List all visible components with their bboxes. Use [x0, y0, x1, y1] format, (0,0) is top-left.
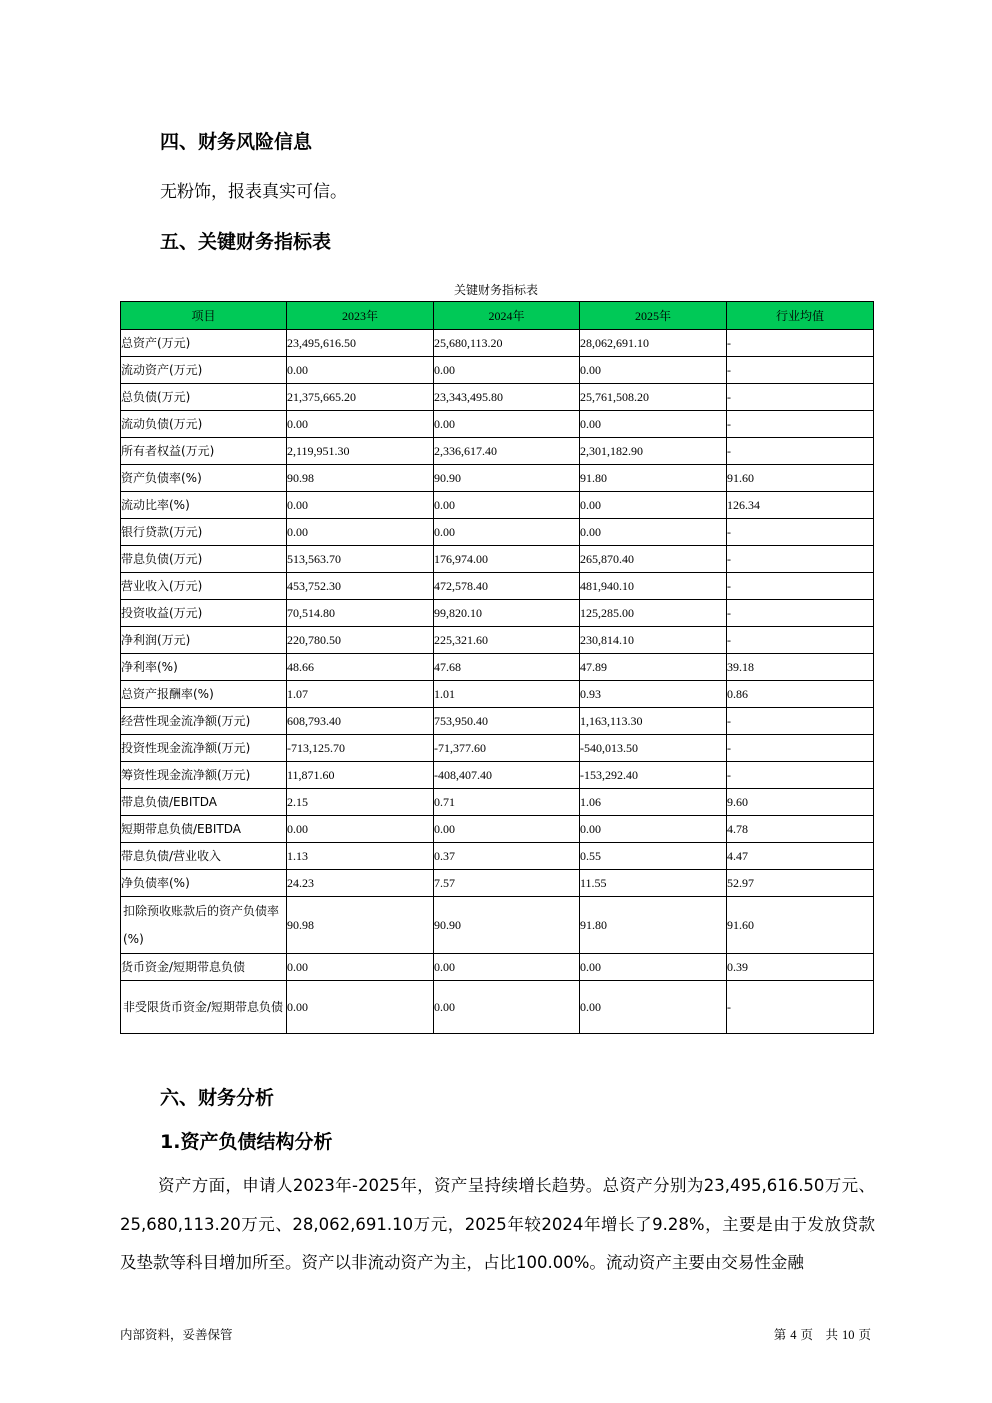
- cell-value: 91.60: [727, 465, 874, 492]
- table-row: [121, 519, 874, 546]
- cell-value: 28,062,691.10: [580, 330, 727, 357]
- cell-value: 265,870.40: [580, 546, 727, 573]
- cell-value: 25,761,508.20: [580, 384, 727, 411]
- cell-value: 0.00: [287, 411, 434, 438]
- cell-value: -: [727, 573, 874, 600]
- analysis-paragraph: 资产方面，申请人2023年-2025年，资产呈持续增长趋势。总资产分别为23,495,616.50万元、25,680,113.20万元、28,062,691.10万元，2025年较2024年增长了9.28%，主要是由于发放贷款及垫款等科目增加所至。资产以非流动资产为主，占比100.00%。流动资产主要由交易性金融: [120, 1176, 875, 1272]
- row-label: 投资性现金流净额(万元): [121, 735, 287, 762]
- cell-value: 0.00: [580, 816, 727, 843]
- cell-value: 1,163,113.30: [580, 708, 727, 735]
- cell-value: 0.00: [580, 357, 727, 384]
- row-label: 总负债(万元): [121, 384, 287, 411]
- table-row: [121, 330, 874, 357]
- cell-value: 1.07: [287, 681, 434, 708]
- cell-value: 23,343,495.80: [434, 384, 580, 411]
- cell-value: 90.98: [287, 897, 434, 954]
- cell-value: 1.06: [580, 789, 727, 816]
- cell-value: 472,578.40: [434, 573, 580, 600]
- page-mid: 页 共: [800, 1327, 839, 1342]
- cell-value: -713,125.70: [287, 735, 434, 762]
- table-row: [121, 573, 874, 600]
- column-header-item: 项目: [121, 302, 287, 330]
- cell-value: 230,814.10: [580, 627, 727, 654]
- table-row: [121, 762, 874, 789]
- cell-value: -71,377.60: [434, 735, 580, 762]
- cell-value: 48.66: [287, 654, 434, 681]
- row-label: 所有者权益(万元): [121, 438, 287, 465]
- table-row: [121, 870, 874, 897]
- row-label: 净负债率(%): [121, 870, 287, 897]
- column-header-2024: 2024年: [434, 302, 580, 330]
- cell-value: 11,871.60: [287, 762, 434, 789]
- cell-value: 39.18: [727, 654, 874, 681]
- table-row: [121, 438, 874, 465]
- table-row: [121, 816, 874, 843]
- table-row: [121, 546, 874, 573]
- cell-value: 99,820.10: [434, 600, 580, 627]
- cell-value: -: [727, 600, 874, 627]
- table-row: [121, 492, 874, 519]
- row-label: 带息负债/营业收入: [121, 843, 287, 870]
- table-row: [121, 411, 874, 438]
- cell-value: 0.00: [434, 492, 580, 519]
- cell-value: 0.00: [434, 357, 580, 384]
- cell-value: 4.47: [727, 843, 874, 870]
- cell-value: 0.71: [434, 789, 580, 816]
- cell-value: 0.00: [287, 816, 434, 843]
- cell-value: 0.00: [434, 981, 580, 1034]
- row-label: 经营性现金流净额(万元): [121, 708, 287, 735]
- table-caption: 关键财务指标表: [453, 283, 538, 297]
- row-label: 总资产(万元): [121, 330, 287, 357]
- page-suffix: 页: [858, 1327, 871, 1342]
- key-financial-indicators-table: [120, 301, 874, 1034]
- cell-value: 91.80: [580, 465, 727, 492]
- row-label: 银行贷款(万元): [121, 519, 287, 546]
- cell-value: -: [727, 546, 874, 573]
- row-label: 投资收益(万元): [121, 600, 287, 627]
- cell-value: 0.00: [287, 492, 434, 519]
- cell-value: -: [727, 519, 874, 546]
- cell-value: -: [727, 330, 874, 357]
- cell-value: 7.57: [434, 870, 580, 897]
- row-label: 流动比率(%): [121, 492, 287, 519]
- table-row: [121, 465, 874, 492]
- table-row: [121, 981, 874, 1034]
- table-row: [121, 384, 874, 411]
- row-label: 净利润(万元): [121, 627, 287, 654]
- row-label: 总资产报酬率(%): [121, 681, 287, 708]
- cell-value: -: [727, 438, 874, 465]
- cell-value: 23,495,616.50: [287, 330, 434, 357]
- cell-value: 2.15: [287, 789, 434, 816]
- cell-value: 47.89: [580, 654, 727, 681]
- row-label: 净利率(%): [121, 654, 287, 681]
- table-row: [121, 681, 874, 708]
- cell-value: -408,407.40: [434, 762, 580, 789]
- section-heading-key-indicators: 五、关键财务指标表: [160, 231, 332, 253]
- cell-value: 11.55: [580, 870, 727, 897]
- table-row: [121, 654, 874, 681]
- cell-value: 2,336,617.40: [434, 438, 580, 465]
- cell-value: 0.86: [727, 681, 874, 708]
- cell-value: 0.00: [434, 519, 580, 546]
- row-label: 筹资性现金流净额(万元): [121, 762, 287, 789]
- cell-value: 9.60: [727, 789, 874, 816]
- cell-value: 0.93: [580, 681, 727, 708]
- cell-value: 220,780.50: [287, 627, 434, 654]
- cell-value: -540,013.50: [580, 735, 727, 762]
- cell-value: 4.78: [727, 816, 874, 843]
- cell-value: -: [727, 708, 874, 735]
- cell-value: 47.68: [434, 654, 580, 681]
- cell-value: 2,301,182.90: [580, 438, 727, 465]
- cell-value: 0.00: [580, 492, 727, 519]
- row-label: 营业收入(万元): [121, 573, 287, 600]
- cell-value: 21,375,665.20: [287, 384, 434, 411]
- cell-value: 481,940.10: [580, 573, 727, 600]
- cell-value: 0.39: [727, 954, 874, 981]
- table-row: [121, 708, 874, 735]
- cell-value: -: [727, 357, 874, 384]
- page-current: 4: [790, 1328, 797, 1342]
- table-row: [121, 600, 874, 627]
- cell-value: 1.01: [434, 681, 580, 708]
- cell-value: 90.90: [434, 465, 580, 492]
- cell-value: -: [727, 762, 874, 789]
- column-header-industry-average: 行业均值: [727, 302, 874, 330]
- cell-value: 0.00: [287, 357, 434, 384]
- cell-value: -: [727, 627, 874, 654]
- cell-value: 0.37: [434, 843, 580, 870]
- cell-value: -: [727, 411, 874, 438]
- cell-value: 2,119,951.30: [287, 438, 434, 465]
- column-header-2023: 2023年: [287, 302, 434, 330]
- cell-value: 0.00: [580, 981, 727, 1034]
- row-label: 资产负债率(%): [121, 465, 287, 492]
- row-label: 带息负债/EBITDA: [121, 789, 287, 816]
- cell-value: 24.23: [287, 870, 434, 897]
- subheading-asset-liability-structure: 1.资产负债结构分析: [160, 1131, 333, 1153]
- row-label: 流动负债(万元): [121, 411, 287, 438]
- cell-value: -: [727, 735, 874, 762]
- row-label: 货币资金/短期带息负债: [121, 954, 287, 981]
- cell-value: 225,321.60: [434, 627, 580, 654]
- cell-value: 0.00: [580, 954, 727, 981]
- cell-value: 0.00: [287, 519, 434, 546]
- table-row: [121, 897, 874, 954]
- cell-value: 0.00: [434, 954, 580, 981]
- cell-value: 0.55: [580, 843, 727, 870]
- cell-value: 453,752.30: [287, 573, 434, 600]
- table-row: [121, 843, 874, 870]
- cell-value: 25,680,113.20: [434, 330, 580, 357]
- cell-value: 91.80: [580, 897, 727, 954]
- cell-value: 0.00: [287, 954, 434, 981]
- cell-value: 70,514.80: [287, 600, 434, 627]
- row-label: 流动资产(万元): [121, 357, 287, 384]
- page-total: 10: [842, 1328, 855, 1342]
- cell-value: 0.00: [580, 411, 727, 438]
- cell-value: 0.00: [434, 816, 580, 843]
- cell-value: 91.60: [727, 897, 874, 954]
- table-body: [121, 330, 874, 1034]
- row-label: 非受限货币资金/短期带息负债: [121, 981, 287, 1034]
- cell-value: 753,950.40: [434, 708, 580, 735]
- table-row: [121, 357, 874, 384]
- page-prefix: 第: [773, 1327, 787, 1342]
- row-label: 短期带息负债/EBITDA: [121, 816, 287, 843]
- cell-value: 126.34: [727, 492, 874, 519]
- cell-value: 1.13: [287, 843, 434, 870]
- cell-value: 176,974.00: [434, 546, 580, 573]
- cell-value: 90.98: [287, 465, 434, 492]
- section-heading-financial-risk: 四、财务风险信息: [160, 131, 313, 153]
- cell-value: 0.00: [580, 519, 727, 546]
- row-label: 扣除预收账款后的资产负债率(%): [121, 897, 287, 954]
- footer-page-number: [774, 1325, 871, 1343]
- cell-value: 52.97: [727, 870, 874, 897]
- table-row: [121, 789, 874, 816]
- table-row: [121, 954, 874, 981]
- table-row: [121, 627, 874, 654]
- column-header-2025: 2025年: [580, 302, 727, 330]
- cell-value: 0.00: [287, 981, 434, 1034]
- footer-confidential-note: 内部资料，妥善保管: [120, 1327, 233, 1342]
- section-heading-financial-analysis: 六、财务分析: [160, 1087, 275, 1109]
- row-label: 带息负债(万元): [121, 546, 287, 573]
- financial-risk-text: 无粉饰，报表真实可信。: [160, 182, 347, 202]
- cell-value: 608,793.40: [287, 708, 434, 735]
- cell-value: 125,285.00: [580, 600, 727, 627]
- cell-value: 0.00: [434, 411, 580, 438]
- table-row: [121, 735, 874, 762]
- cell-value: 90.90: [434, 897, 580, 954]
- table-header-row: [121, 302, 874, 330]
- cell-value: -: [727, 981, 874, 1034]
- cell-value: -: [727, 384, 874, 411]
- cell-value: 513,563.70: [287, 546, 434, 573]
- cell-value: -153,292.40: [580, 762, 727, 789]
